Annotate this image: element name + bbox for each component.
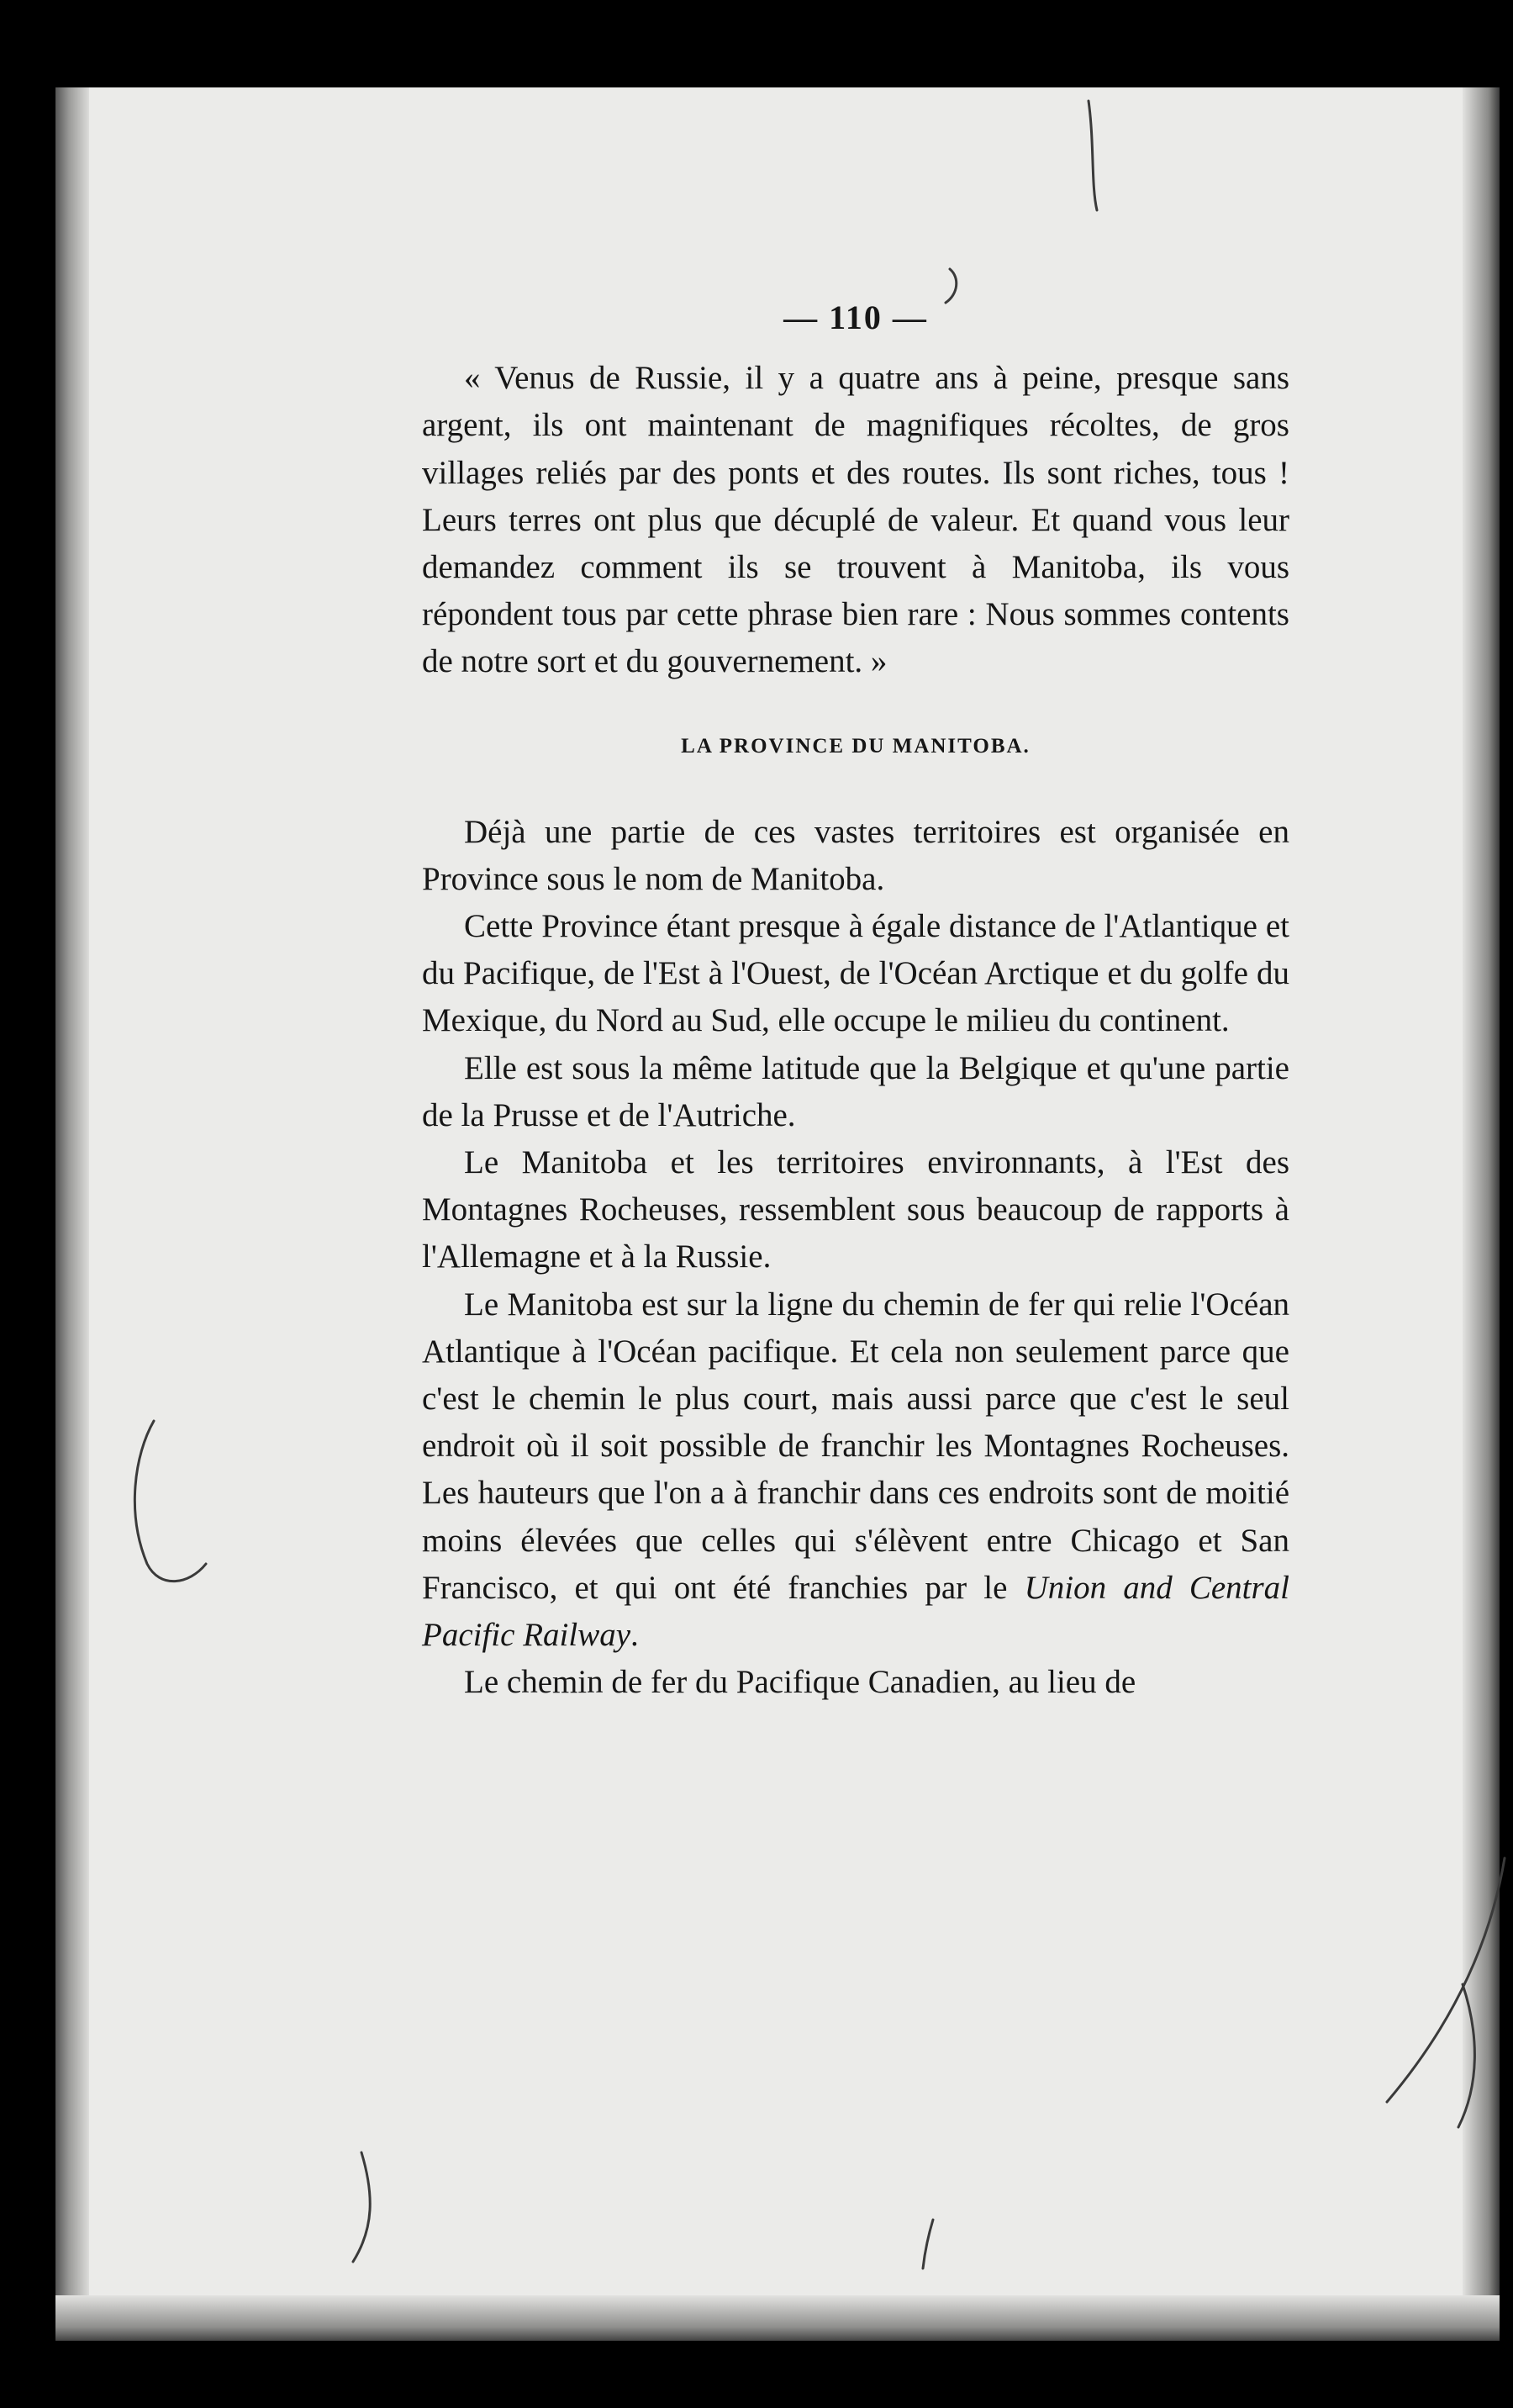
paragraph-railway: [422, 1281, 1289, 1660]
railway-name: Union and Central Pacific Railway: [422, 1569, 1289, 1654]
paragraph-comparison: Le Manitoba et les territoires environnants, à l'Est des Montagnes Rocheuses, ressemblent sous beaucoup de rapports à l'Allemagne et à la Russie.: [422, 1144, 1289, 1275]
paragraph-latitude: Elle est sous la même latitude que la Belgique et qu'une partie de la Prusse et de l'Autriche.: [422, 1049, 1289, 1133]
quote-paragraph: « Venus de Russie, il y a quatre ans à peine, presque sans argent, ils ont maintenant de magnifiques récoltes, de gros villages reliés par des ponts et des routes. Ils sont riches, tous ! Leurs terres ont plus que décuplé de valeur. Et quand vous leur demandez comment ils se trouvent à Manitoba, ils vous répondent tous par cette phrase bien rare : Nous sommes contents de notre sort et du gouvernement. »: [422, 360, 1289, 680]
section-heading: LA PROVINCE DU MANITOBA.: [681, 734, 1031, 758]
page-text: [422, 294, 1289, 1706]
page-number: — 110 —: [783, 298, 928, 336]
railway-text: Le Manitoba est sur la ligne du chemin de fer qui relie l'Océan Atlantique à l'Océan pacifique. Et cela non seulement parce que c'est le chemin le plus court, mais aussi parce que c'est le seul endroit où il soit possible de franchir les Montagnes Rocheuses. Les hauteurs que l'on a à franchir dans ces endroits sont de moitié moins élevées que celles qui s'élèvent entre Chicago et San Francisco, et qui ont été franchies par le: [422, 1286, 1289, 1606]
paragraph-location: Cette Province étant presque à égale distance de l'Atlantique et du Pacifique, de l'Est à l'Ouest, de l'Océan Arctique et du golfe du Mexique, du Nord au Sud, elle occupe le milieu du continent.: [422, 908, 1289, 1039]
paragraph-organisation: Déjà une partie de ces vastes territoires est organisée en Province sous le nom de Manitoba.: [422, 813, 1289, 897]
railway-end: .: [630, 1617, 639, 1654]
paragraph-pacific-canadien: Le chemin de fer du Pacifique Canadien, au lieu de: [464, 1664, 1136, 1701]
